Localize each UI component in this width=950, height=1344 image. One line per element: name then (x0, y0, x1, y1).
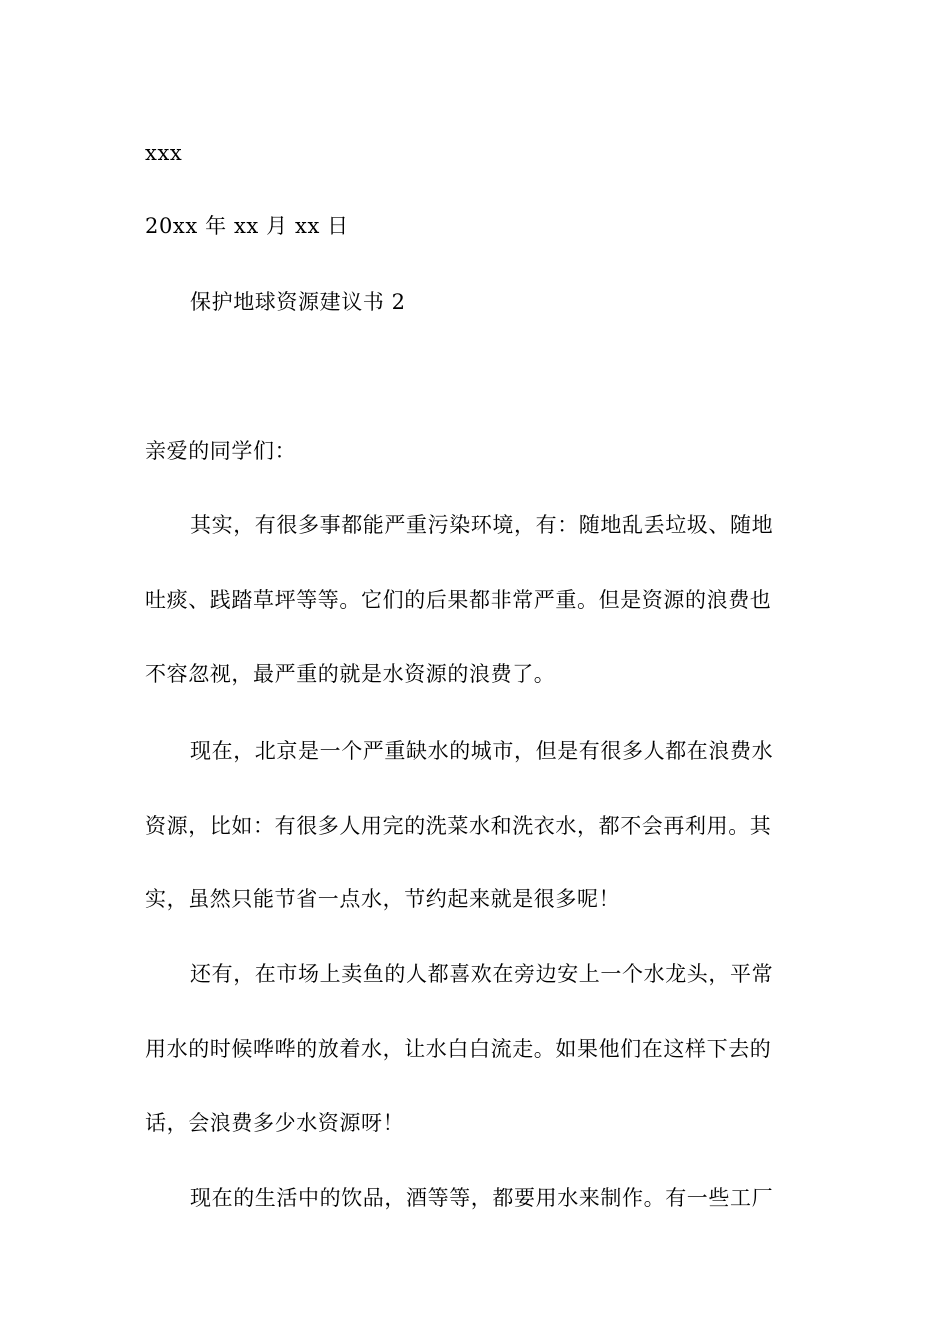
signature-name: xxx (145, 141, 183, 165)
paragraph-line-7: 还有，在市场上卖鱼的人都喜欢在旁边安上一个水龙头，平常 (190, 962, 774, 986)
paragraph-line-1: 其实，有很多事都能严重污染环境，有：随地乱丢垃圾、随地 (190, 513, 774, 537)
paragraph-line-6: 实，虽然只能节省一点水，节约起来就是很多呢！ (145, 887, 621, 911)
paragraph-line-10: 现在的生活中的饮品，酒等等，都要用水来制作。有一些工厂 (190, 1186, 774, 1210)
paragraph-line-3: 不容忽视，最严重的就是水资源的浪费了。 (145, 662, 556, 686)
salutation: 亲爱的同学们： (145, 439, 297, 463)
letter-date: 20xx 年 xx 月 xx 日 (145, 214, 349, 238)
paragraph-line-9: 话，会浪费多少水资源呀！ (145, 1111, 405, 1135)
paragraph-line-8: 用水的时候哗哗的放着水，让水白白流走。如果他们在这样下去的 (145, 1037, 772, 1061)
paragraph-line-5: 资源，比如：有很多人用完的洗菜水和洗衣水，都不会再利用。其 (145, 814, 772, 838)
paragraph-line-2: 吐痰、践踏草坪等等。它们的后果都非常严重。但是资源的浪费也 (145, 588, 772, 612)
document-title: 保护地球资源建议书 2 (190, 290, 406, 314)
paragraph-line-4: 现在，北京是一个严重缺水的城市，但是有很多人都在浪费水 (190, 739, 774, 763)
